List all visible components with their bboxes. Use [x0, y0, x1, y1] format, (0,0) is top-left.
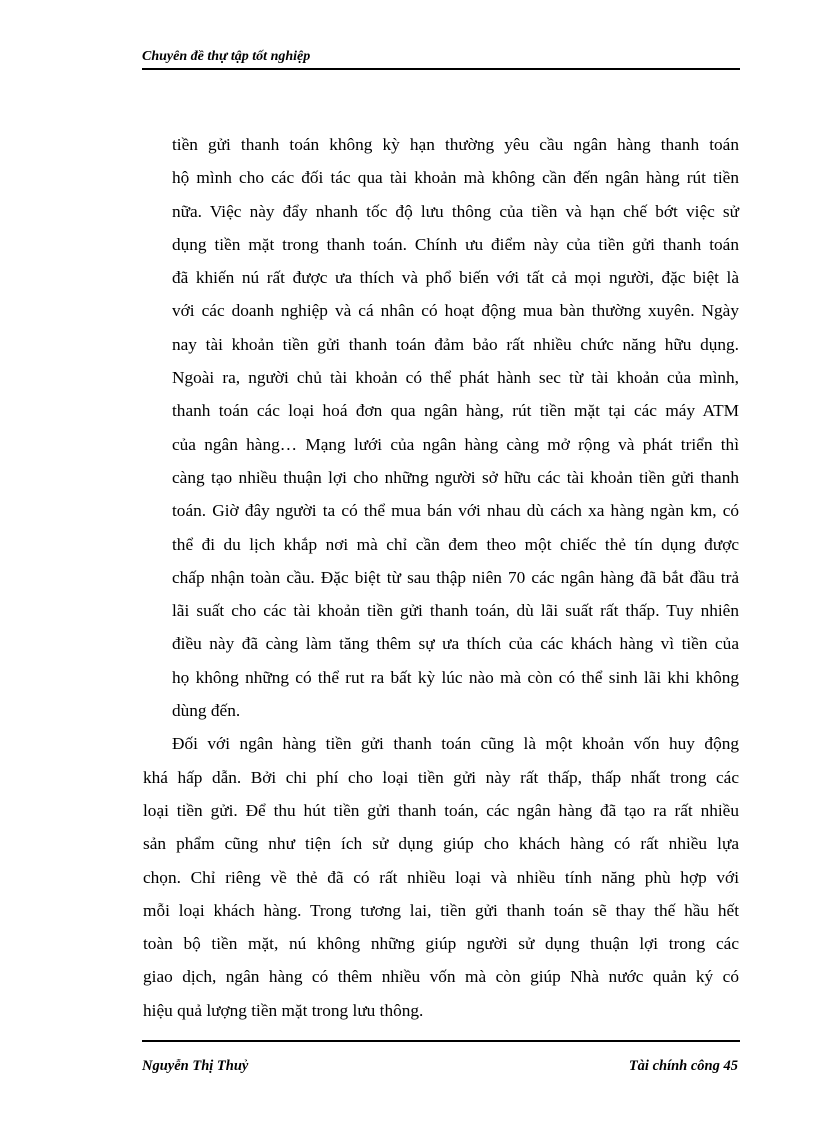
text-line: nay tài khoản tiền gửi thanh toán đảm bảo rất nhiều chức năng hữu dụng.: [172, 334, 739, 354]
text-line: nữa. Việc này đẩy nhanh tốc độ lưu thông của tiền và hạn chế bớt việc sử: [172, 201, 739, 221]
page-header: [142, 48, 740, 70]
page-footer: [142, 1040, 740, 1082]
text-line: chọn. Chỉ riêng về thẻ đã có rất nhiều loại và nhiều tính năng phù hợp với: [143, 867, 739, 887]
text-line: toán. Giờ đây người ta có thể mua bán với nhau dù cách xa hàng ngàn km, có: [172, 501, 739, 521]
text-line: loại tiền gửi. Để thu hút tiền gửi thanh toán, các ngân hàng đã tạo ra rất nhiều: [143, 800, 739, 820]
footer-author: Nguyễn Thị Thuỷ: [142, 1058, 249, 1074]
text-line: đã khiến nú rất được ưa thích và phổ biến với tất cả mọi người, đặc biệt là: [172, 268, 739, 288]
text-line: toàn bộ tiền mặt, nú không những giúp người sử dụng thuận lợi trong các: [143, 934, 739, 954]
text-line: dùng đến.: [172, 701, 241, 721]
text-line: Đối với ngân hàng tiền gửi thanh toán cũng là một khoản vốn huy động: [172, 734, 739, 754]
text-line: khá hấp dẫn. Bởi chi phí cho loại tiền gửi này rất thấp, thấp nhất trong các: [143, 767, 739, 787]
text-line: Ngoài ra, người chủ tài khoản có thể phát hành sec từ tài khoản của mình,: [172, 368, 739, 388]
text-line: thanh toán các loại hoá đơn qua ngân hàng, rút tiền mặt tại các máy ATM: [172, 401, 739, 421]
header-title: Chuyên đề thự tập tốt nghiệp: [142, 49, 311, 64]
text-line: hộ mình cho các đối tác qua tài khoản mà không cần đến ngân hàng rút tiền: [172, 168, 739, 188]
text-line: điều này đã càng làm tăng thêm sự ưa thích của các khách hàng vì tiền của: [172, 634, 739, 654]
document-body: [143, 128, 739, 1027]
footer-course: Tài chính công 45: [628, 1058, 738, 1074]
text-line: họ không những có thể rut ra bất kỳ lúc nào mà còn có thể sinh lãi khi không: [172, 667, 739, 687]
text-line: chấp nhận toàn cầu. Đặc biệt từ sau thập niên 70 các ngân hàng đã bắt đầu trả: [172, 567, 739, 587]
paragraph-1: [143, 128, 739, 727]
paragraph-2: [143, 727, 739, 1027]
text-line: dụng tiền mặt trong thanh toán. Chính ưu điểm này của tiền gửi thanh toán: [172, 234, 739, 254]
text-line: hiệu quả lượng tiền mặt trong lưu thông.: [143, 1000, 424, 1020]
text-line: càng tạo nhiều thuận lợi cho những người sở hữu các tài khoản tiền gửi thanh: [172, 467, 739, 487]
text-line: lãi suất cho các tài khoản tiền gửi thanh toán, dù lãi suất rất thấp. Tuy nhiên: [172, 601, 739, 621]
text-line: với các doanh nghiệp và cá nhân có hoạt động mua bàn thường xuyên. Ngày: [172, 301, 739, 321]
text-line: tiền gửi thanh toán không kỳ hạn thường yêu cầu ngân hàng thanh toán: [172, 135, 739, 154]
text-line: của ngân hàng… Mạng lưới của ngân hàng càng mở rộng và phát triển thì: [172, 434, 739, 454]
text-line: giao dịch, ngân hàng có thêm nhiều vốn mà còn giúp Nhà nước quản ký có: [143, 967, 739, 987]
text-line: sản phẩm cũng như tiện ích sử dụng giúp cho khách hàng có rất nhiều lựa: [143, 834, 739, 854]
text-line: thể đi du lịch khắp nơi mà chỉ cần đem theo một chiếc thẻ tín dụng được: [172, 534, 739, 554]
text-line: mỗi loại khách hàng. Trong tương lai, tiền gửi thanh toán sẽ thay thế hầu hết: [143, 900, 739, 920]
